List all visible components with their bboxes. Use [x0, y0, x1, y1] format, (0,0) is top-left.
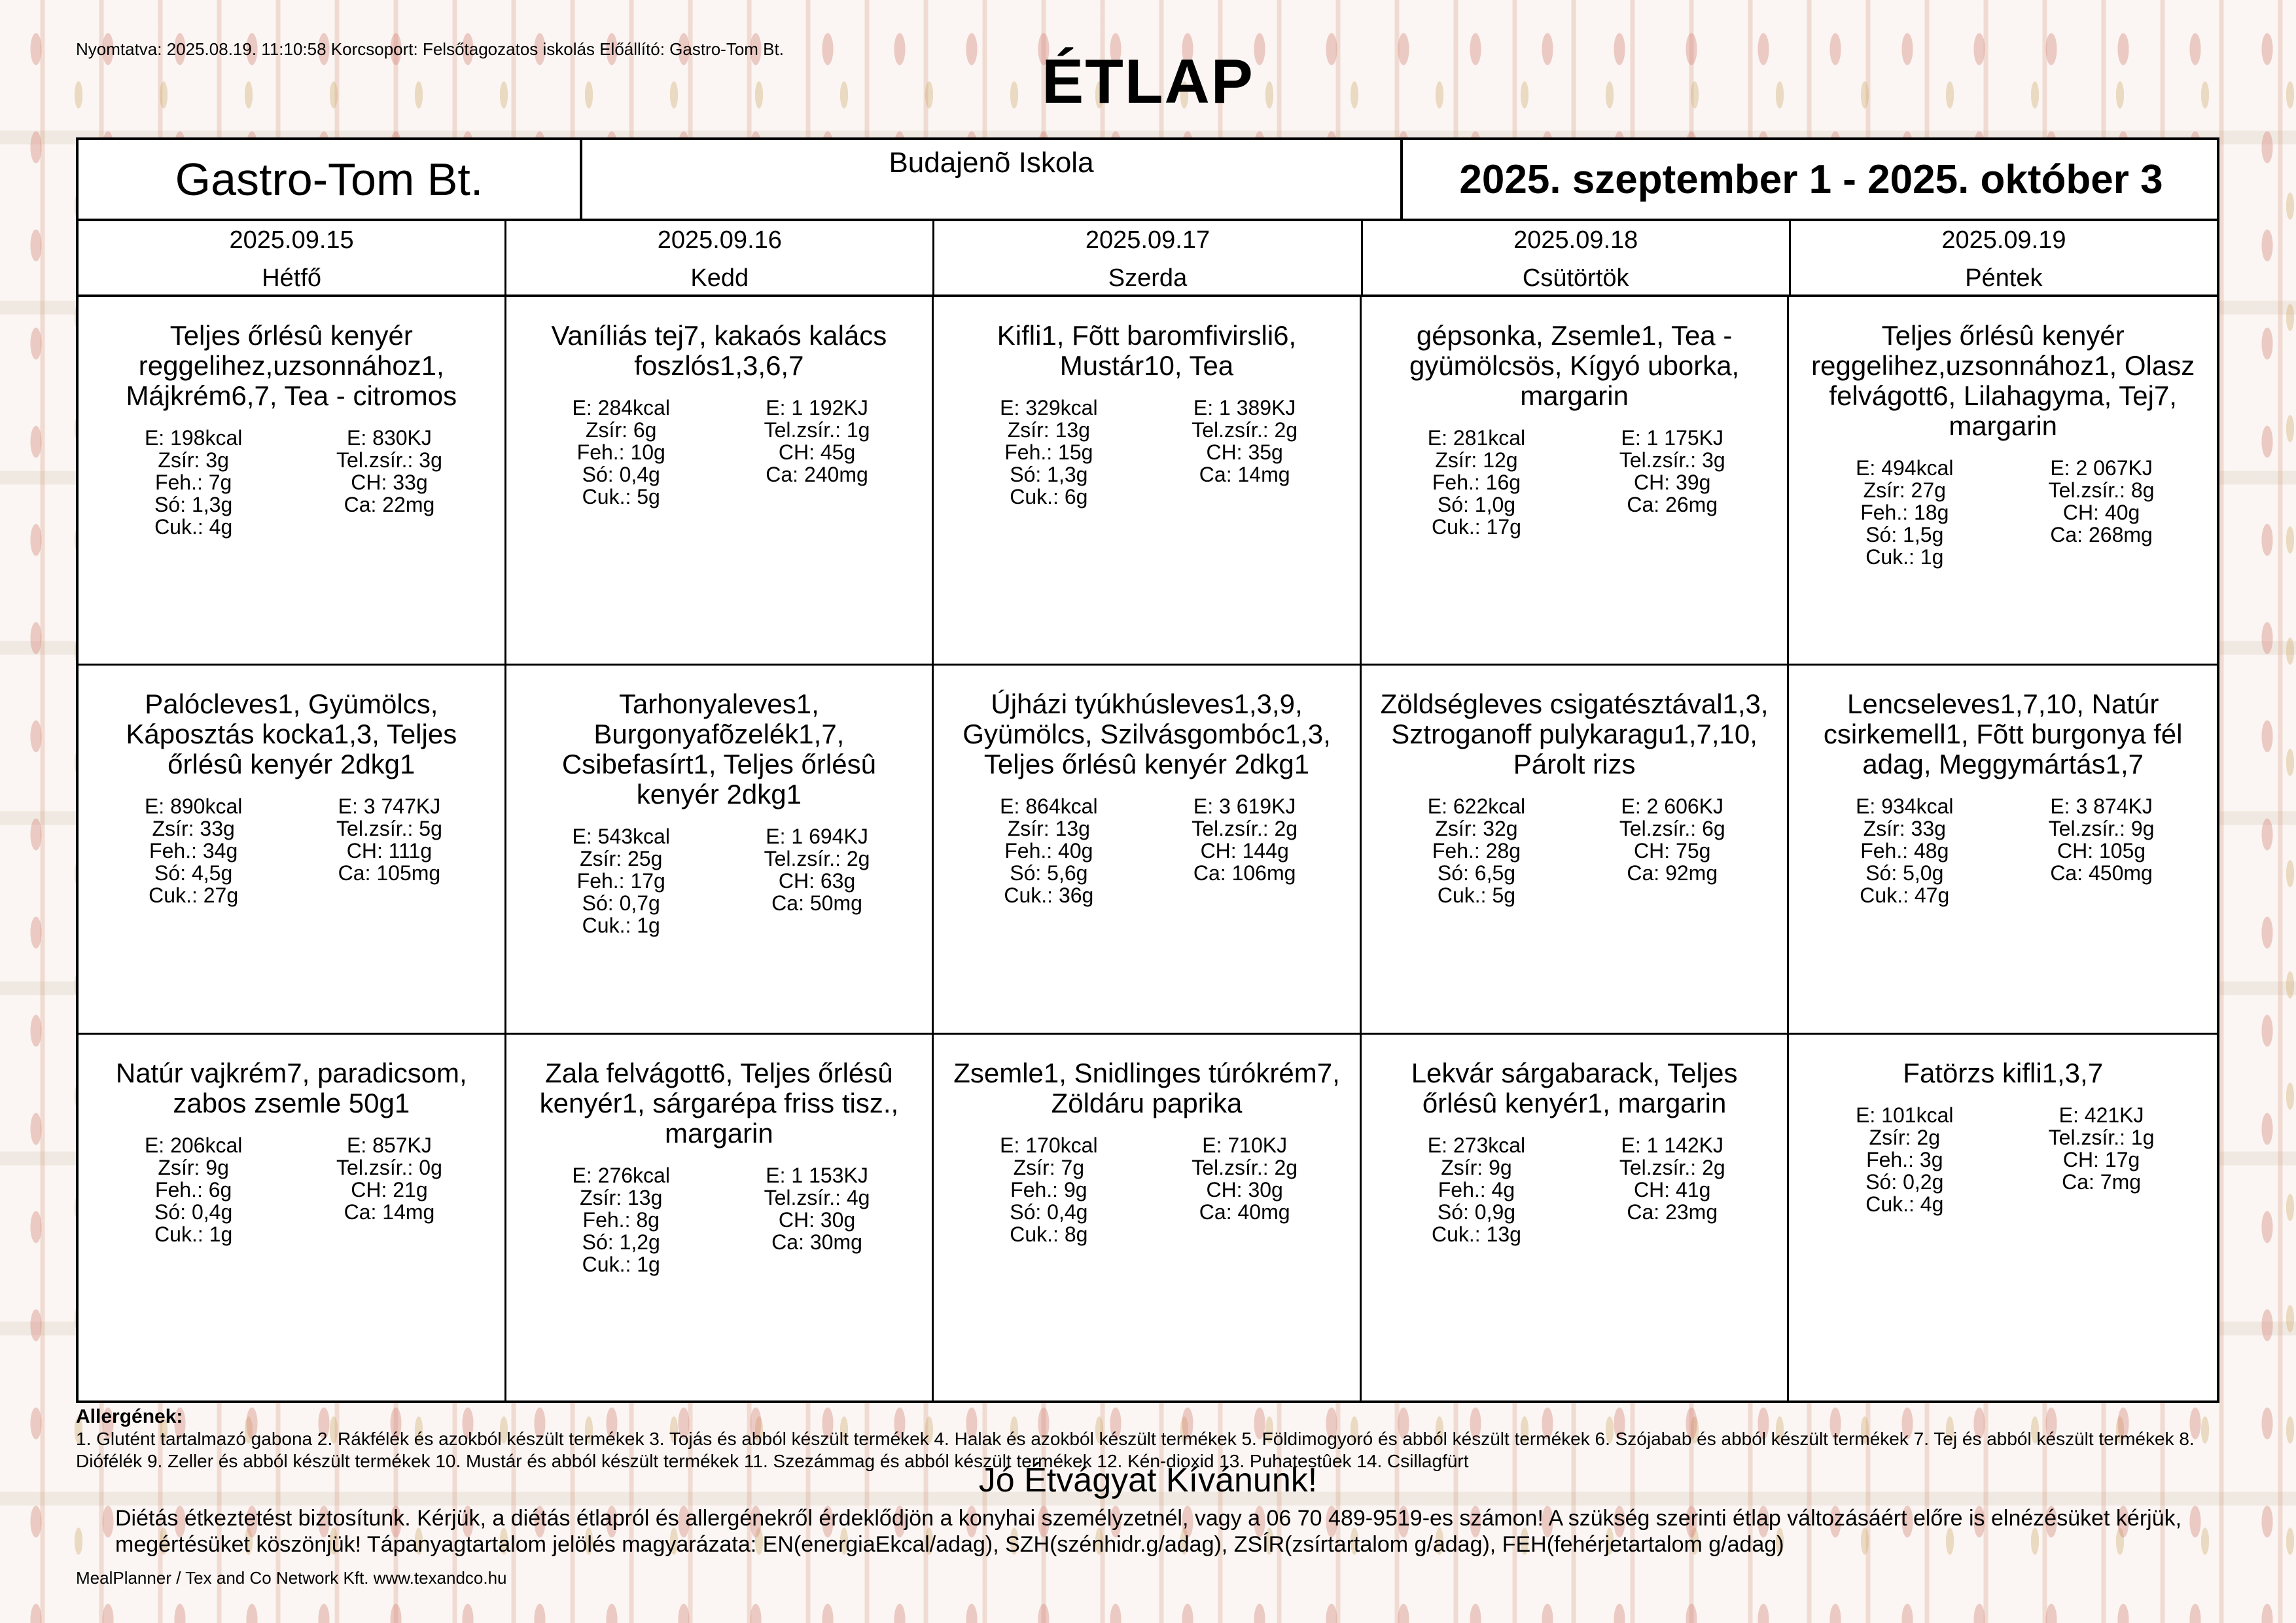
meal-cell — [1362, 297, 1790, 666]
nutrition-value: Feh.: 48g — [1860, 839, 1949, 863]
meal-cell — [1789, 666, 2217, 1034]
nutrition-right-column — [1147, 397, 1343, 508]
print-info: Nyomtatva: 2025.08.19. 11:10:58 Korcsoport: Felsőtagozatos iskolás Előállító: Gastro-Tom Bt. — [76, 39, 784, 59]
nutrition-value: Feh.: 34g — [149, 839, 238, 863]
nutrition-value: CH: 144g — [1200, 839, 1289, 863]
nutrition-value: Ca: 14mg — [1199, 463, 1290, 486]
nutrition-value: E: 3 747KJ — [338, 794, 441, 819]
day-date: 2025.09.15 — [229, 226, 354, 254]
nutrition-value: CH: 17g — [2062, 1147, 2140, 1171]
allergen-title: Allergének: — [76, 1406, 183, 1427]
nutrition-right-column — [291, 795, 487, 906]
day-header — [934, 221, 1362, 294]
nutrition-left-column — [96, 795, 291, 906]
nutrition-value: Zsír: 33g — [1863, 817, 1946, 841]
nutrition-value: E: 1 175KJ — [1621, 426, 1724, 450]
nutrition-value: Cuk.: 6g — [1010, 485, 1088, 508]
dish-text: Zöldségleves csigatésztával1,3, Sztroganoff pulykaragu1,7,10, Párolt rizs — [1380, 688, 1769, 780]
nutrition-value: Feh.: 4g — [1438, 1177, 1515, 1202]
meal-cell — [506, 297, 934, 666]
nutrition-value: CH: 35g — [1206, 440, 1283, 464]
nutrition-value: Cuk.: 36g — [1004, 883, 1094, 908]
nutrition-value: E: 276kcal — [572, 1163, 670, 1187]
nutrition-value: Ca: 26mg — [1627, 493, 1718, 516]
nutrition-value: Tel.zsír.: 8g — [2048, 478, 2155, 502]
nutrition-value: E: 622kcal — [1427, 794, 1526, 819]
nutrition-value: Ca: 92mg — [1627, 861, 1718, 885]
diet-notes: Diétás étkeztetést biztosítunk. Kérjük, a diétás étlapról és allergénekről érdeklődjön a konyhai személyzetnél, vagy a 06 70 489-9519-es számon! A szükség szerinti étlap változásáért előre is elnézésüket kérjük, megértésüket köszönjük! Tápanyagtartalom jelölés magyarázata: EN(energiaEkcal/adag), SZH(szénhidr.g/adag), ZSÍR(zsírtartalom g/adag), FEH(fehérjetartalom g/adag) — [115, 1506, 2182, 1557]
nutrition-value: E: 1 694KJ — [766, 825, 868, 849]
nutrition-left-column — [1806, 795, 2003, 906]
nutrition-value: CH: 30g — [1206, 1177, 1283, 1202]
nutrition-value: Zsír: 33g — [152, 817, 235, 841]
nutrition-value: Ca: 7mg — [2062, 1169, 2142, 1194]
dish-text: Lekvár sárgabarack, Teljes őrlésû kenyér1, margarin — [1411, 1057, 1738, 1118]
nutrition-value: Tel.zsír.: 0g — [336, 1155, 442, 1179]
nutrition-value: Tel.zsír.: 5g — [336, 817, 442, 841]
nutrition-value: Só: 1,0g — [1437, 493, 1516, 516]
nutrition-value: Feh.: 7g — [154, 471, 232, 494]
nutrition-value: Tel.zsír.: 3g — [336, 448, 442, 472]
nutrition-value: Feh.: 10g — [576, 440, 665, 464]
nutrition-value: Zsír: 32g — [1435, 817, 1518, 841]
nutrition-value: Cuk.: 1g — [582, 1252, 660, 1276]
nutrition-value: Ca: 22mg — [344, 493, 435, 516]
nutrition-value: Tel.zsír.: 1g — [2048, 1125, 2155, 1149]
day-date: 2025.09.17 — [1085, 226, 1210, 254]
nutrition-value: E: 284kcal — [572, 396, 670, 419]
meal-cell — [506, 1035, 934, 1403]
nutrition-left-column — [523, 397, 719, 508]
nutrition-right-column — [2003, 795, 2200, 906]
nutrition-right-column — [291, 427, 487, 538]
day-date: 2025.09.19 — [1941, 226, 2066, 254]
nutrition-value: Ca: 268mg — [2050, 523, 2153, 546]
meal-cell — [79, 666, 506, 1034]
nutrition-value: Tel.zsír.: 2g — [1192, 1155, 1298, 1179]
nutrition-value: Cuk.: 8g — [1010, 1222, 1088, 1246]
nutrition-value: Só: 0,9g — [1437, 1200, 1516, 1224]
school-name: Budajenõ Iskola — [582, 140, 1403, 221]
meal-cell — [1789, 1035, 2217, 1403]
menu-sheet — [76, 137, 2219, 1403]
nutrition-info — [1379, 427, 1771, 538]
nutrition-value: Tel.zsír.: 9g — [2048, 817, 2155, 841]
nutrition-info — [523, 825, 915, 936]
meal-cell — [934, 297, 1362, 666]
nutrition-value: Zsír: 13g — [1007, 418, 1090, 442]
nutrition-value: E: 1 389KJ — [1193, 396, 1296, 419]
nutrition-value: Cuk.: 5g — [1437, 883, 1516, 908]
nutrition-left-column — [1379, 1134, 1574, 1245]
day-name: Csütörtök — [1522, 264, 1629, 292]
nutrition-value: E: 1 192KJ — [766, 396, 868, 419]
nutrition-value: E: 2 067KJ — [2050, 456, 2153, 480]
nutrition-value: Só: 5,6g — [1010, 861, 1088, 885]
nutrition-left-column — [96, 1134, 291, 1245]
menu-period: 2025. szeptember 1 - 2025. október 3 — [1403, 140, 2219, 221]
nutrition-value: Só: 1,3g — [1010, 463, 1088, 486]
nutrition-value: CH: 40g — [2062, 501, 2140, 524]
nutrition-value: Feh.: 28g — [1432, 839, 1521, 863]
day-header — [1791, 221, 2217, 294]
nutrition-value: E: 710KJ — [1202, 1133, 1288, 1157]
nutrition-value: E: 934kcal — [1856, 794, 1954, 819]
nutrition-right-column — [719, 397, 915, 508]
meal-grid — [79, 297, 2217, 1403]
nutrition-right-column — [1574, 1134, 1770, 1245]
nutrition-right-column — [2003, 457, 2200, 568]
meal-cell — [1789, 297, 2217, 666]
nutrition-info — [96, 427, 487, 538]
nutrition-right-column — [1147, 795, 1343, 906]
nutrition-value: Zsír: 3g — [158, 448, 229, 472]
dish-text: Teljes őrlésû kenyér reggelihez,uzsonnához1, Májkrém6,7, Tea - citromos — [126, 320, 457, 411]
nutrition-value: Tel.zsír.: 2g — [1192, 817, 1298, 841]
nutrition-right-column — [291, 1134, 487, 1245]
nutrition-value: CH: 21g — [351, 1177, 428, 1202]
dish-text: gépsonka, Zsemle1, Tea - gyümölcsös, Kígyó uborka, margarin — [1409, 320, 1740, 411]
nutrition-value: E: 494kcal — [1856, 456, 1954, 480]
nutrition-value: E: 281kcal — [1427, 426, 1526, 450]
nutrition-value: Tel.zsír.: 3g — [1619, 448, 1725, 472]
meal-cell — [79, 297, 506, 666]
nutrition-value: Tel.zsír.: 2g — [1619, 1155, 1725, 1179]
nutrition-value: E: 1 153KJ — [766, 1163, 868, 1187]
dish-text: Teljes őrlésû kenyér reggelihez,uzsonnához1, Olasz felvágott6, Lilahagyma, Tej7, margarin — [1811, 320, 2195, 441]
nutrition-value: Ca: 14mg — [344, 1200, 435, 1224]
nutrition-value: Zsír: 9g — [1441, 1155, 1512, 1179]
nutrition-value: Feh.: 18g — [1860, 501, 1949, 524]
dish-text: Tarhonyaleves1, Burgonyafõzelék1,7, Csibefasírt1, Teljes őrlésû kenyér 2dkg1 — [561, 688, 876, 810]
footer-credit: MealPlanner / Tex and Co Network Kft. www.texandco.hu — [76, 1568, 507, 1588]
nutrition-left-column — [951, 1134, 1146, 1245]
dish-text: Zala felvágott6, Teljes őrlésû kenyér1, sárgarépa friss tisz., margarin — [539, 1057, 899, 1149]
nutrition-right-column — [719, 1164, 915, 1275]
dish-text: Lencseleves1,7,10, Natúr csirkemell1, Fõtt burgonya fél adag, Meggymártás1,7 — [1823, 688, 2183, 780]
nutrition-value: Zsír: 13g — [580, 1185, 663, 1209]
nutrition-info — [951, 397, 1343, 508]
nutrition-info — [96, 1134, 487, 1245]
dish-text: Kifli1, Fõtt baromfivirsli6, Mustár10, Tea — [997, 320, 1297, 381]
day-header — [506, 221, 934, 294]
meal-cell — [1362, 666, 1790, 1034]
day-header — [79, 221, 506, 294]
nutrition-info — [951, 1134, 1343, 1245]
day-date: 2025.09.16 — [657, 226, 782, 254]
nutrition-value: Zsír: 13g — [1007, 817, 1090, 841]
nutrition-left-column — [1806, 1104, 2003, 1215]
nutrition-value: Só: 5,0g — [1865, 861, 1944, 885]
nutrition-value: E: 421KJ — [2058, 1103, 2144, 1127]
nutrition-value: Feh.: 6g — [154, 1177, 232, 1202]
day-name: Péntek — [1965, 264, 2043, 292]
nutrition-value: E: 101kcal — [1856, 1103, 1954, 1127]
nutrition-value: Só: 0,4g — [582, 463, 660, 486]
nutrition-value: E: 329kcal — [1000, 396, 1098, 419]
nutrition-value: Só: 0,7g — [582, 891, 660, 916]
dish-text: Újházi tyúkhúsleves1,3,9, Gyümölcs, Szilvásgombóc1,3, Teljes őrlésû kenyér 2dkg1 — [963, 688, 1331, 780]
nutrition-left-column — [96, 427, 291, 538]
nutrition-value: E: 273kcal — [1427, 1133, 1526, 1157]
nutrition-value: Cuk.: 4g — [154, 515, 233, 539]
nutrition-right-column — [719, 825, 915, 936]
nutrition-value: Tel.zsír.: 2g — [1192, 418, 1298, 442]
dish-text: Palócleves1, Gyümölcs, Káposztás kocka1,3, Teljes őrlésû kenyér 2dkg1 — [126, 688, 457, 780]
nutrition-left-column — [523, 1164, 719, 1275]
nutrition-value: E: 3 619KJ — [1193, 794, 1296, 819]
nutrition-value: Só: 1,3g — [154, 493, 233, 516]
nutrition-value: Tel.zsír.: 2g — [764, 847, 870, 871]
nutrition-left-column — [1379, 795, 1574, 906]
nutrition-value: Cuk.: 13g — [1431, 1222, 1521, 1246]
nutrition-info — [523, 1164, 915, 1275]
nutrition-value: CH: 111g — [346, 839, 433, 863]
nutrition-value: CH: 105g — [2057, 839, 2146, 863]
nutrition-value: Ca: 50mg — [771, 891, 862, 916]
nutrition-value: Tel.zsír.: 4g — [764, 1185, 870, 1209]
meal-cell — [934, 1035, 1362, 1403]
nutrition-value: CH: 39g — [1634, 471, 1711, 494]
nutrition-value: Só: 0,2g — [1865, 1169, 1944, 1194]
nutrition-value: E: 2 606KJ — [1621, 794, 1724, 819]
nutrition-info — [1379, 795, 1771, 906]
nutrition-right-column — [2003, 1104, 2200, 1215]
nutrition-value: Feh.: 3g — [1866, 1147, 1943, 1171]
nutrition-value: Só: 0,4g — [1010, 1200, 1088, 1224]
nutrition-value: Zsír: 25g — [580, 847, 663, 871]
nutrition-value: Ca: 240mg — [766, 463, 868, 486]
nutrition-value: Cuk.: 47g — [1860, 883, 1950, 908]
nutrition-value: Feh.: 15g — [1004, 440, 1093, 464]
nutrition-right-column — [1574, 427, 1770, 538]
nutrition-value: Feh.: 16g — [1432, 471, 1521, 494]
nutrition-info — [523, 397, 915, 508]
nutrition-left-column — [1806, 457, 2003, 568]
page-title: ÉTLAP — [1042, 46, 1254, 116]
nutrition-value: Cuk.: 5g — [582, 485, 660, 508]
nutrition-info — [96, 795, 487, 906]
nutrition-value: Cuk.: 27g — [149, 883, 239, 908]
nutrition-value: Ca: 106mg — [1193, 861, 1296, 885]
nutrition-value: E: 206kcal — [144, 1133, 243, 1157]
day-name: Hétfő — [262, 264, 322, 292]
dish-text: Natúr vajkrém7, paradicsom, zabos zsemle 50g1 — [115, 1057, 467, 1118]
nutrition-value: Cuk.: 1g — [154, 1222, 233, 1246]
nutrition-value: Zsír: 6g — [586, 418, 657, 442]
nutrition-right-column — [1147, 1134, 1343, 1245]
nutrition-value: Feh.: 8g — [582, 1207, 660, 1232]
nutrition-value: Cuk.: 17g — [1431, 515, 1521, 539]
nutrition-value: E: 198kcal — [144, 426, 243, 450]
nutrition-info — [1806, 457, 2200, 568]
nutrition-value: E: 170kcal — [1000, 1133, 1098, 1157]
company-name: Gastro-Tom Bt. — [79, 140, 582, 221]
nutrition-value: Ca: 450mg — [2050, 861, 2153, 885]
day-name: Szerda — [1108, 264, 1188, 292]
nutrition-value: Ca: 30mg — [771, 1230, 862, 1254]
meal-cell — [506, 666, 934, 1034]
nutrition-left-column — [951, 795, 1146, 906]
nutrition-value: Tel.zsír.: 6g — [1619, 817, 1725, 841]
nutrition-value: Ca: 23mg — [1627, 1200, 1718, 1224]
bon-appetit-text: Jó Étvágyat Kívánunk! — [978, 1461, 1318, 1499]
dish-text: Fatörzs kifli1,3,7 — [1903, 1057, 2104, 1088]
nutrition-value: E: 864kcal — [1000, 794, 1098, 819]
nutrition-value: CH: 63g — [778, 869, 856, 893]
nutrition-value: Só: 1,2g — [582, 1230, 660, 1254]
nutrition-value: Só: 1,5g — [1865, 523, 1944, 546]
nutrition-value: CH: 45g — [778, 440, 856, 464]
nutrition-value: Cuk.: 1g — [1865, 545, 1944, 569]
nutrition-value: Feh.: 17g — [576, 869, 665, 893]
meal-cell — [934, 666, 1362, 1034]
nutrition-value: Feh.: 9g — [1010, 1177, 1087, 1202]
nutrition-value: CH: 33g — [351, 471, 428, 494]
nutrition-value: Zsír: 7g — [1013, 1155, 1085, 1179]
nutrition-info — [1806, 795, 2200, 906]
nutrition-value: Ca: 105mg — [338, 861, 441, 885]
nutrition-value: CH: 75g — [1634, 839, 1711, 863]
nutrition-value: E: 890kcal — [144, 794, 243, 819]
nutrition-right-column — [1574, 795, 1770, 906]
nutrition-info — [951, 795, 1343, 906]
nutrition-value: Só: 6,5g — [1437, 861, 1516, 885]
nutrition-value: Só: 0,4g — [154, 1200, 233, 1224]
nutrition-value: Ca: 40mg — [1199, 1200, 1290, 1224]
nutrition-value: E: 3 874KJ — [2050, 794, 2153, 819]
nutrition-left-column — [523, 825, 719, 936]
nutrition-value: E: 857KJ — [347, 1133, 432, 1157]
nutrition-value: E: 543kcal — [572, 825, 670, 849]
dish-text: Zsemle1, Snidlinges túrókrém7, Zöldáru paprika — [953, 1057, 1340, 1118]
nutrition-value: Zsír: 2g — [1869, 1125, 1941, 1149]
nutrition-value: E: 1 142KJ — [1621, 1133, 1724, 1157]
nutrition-value: Só: 4,5g — [154, 861, 233, 885]
nutrition-left-column — [951, 397, 1146, 508]
allergen-list: 1. Glutént tartalmazó gabona 2. Rákfélék és azokból készült termékek 3. Tojás és abból készült termékek 4. Halak és azokból készült termékek 5. Földimogyoró és abból készült termékek 6. Szójabab és abból készült termékek 7. Tej és abból készült termékek 8. Diófélék 9. Zeller és abból készült termékek 10. Mustár és abból készült termékek 11. Szezámmag és abból készült termékek 12. Kén-dioxid 13. Puhatestûek 14. Csillagfürt — [76, 1429, 2195, 1471]
day-name: Kedd — [690, 264, 749, 292]
day-date: 2025.09.18 — [1513, 226, 1638, 254]
nutrition-value: Zsír: 9g — [158, 1155, 229, 1179]
nutrition-value: CH: 41g — [1634, 1177, 1711, 1202]
nutrition-value: E: 830KJ — [347, 426, 432, 450]
nutrition-info — [1379, 1134, 1771, 1245]
nutrition-value: Cuk.: 1g — [582, 914, 660, 938]
nutrition-value: CH: 30g — [778, 1207, 856, 1232]
nutrition-value: Feh.: 40g — [1004, 839, 1093, 863]
day-header-row — [79, 221, 2217, 297]
nutrition-value: Cuk.: 4g — [1865, 1192, 1944, 1216]
nutrition-value: Zsír: 12g — [1435, 448, 1518, 472]
nutrition-value: Tel.zsír.: 1g — [764, 418, 870, 442]
dish-text: Vaníliás tej7, kakaós kalács foszlós1,3,6,7 — [551, 320, 887, 381]
meal-cell — [79, 1035, 506, 1403]
nutrition-left-column — [1379, 427, 1574, 538]
day-header — [1363, 221, 1791, 294]
nutrition-info — [1806, 1104, 2200, 1215]
nutrition-value: Zsír: 27g — [1863, 478, 1946, 502]
meal-cell — [1362, 1035, 1790, 1403]
